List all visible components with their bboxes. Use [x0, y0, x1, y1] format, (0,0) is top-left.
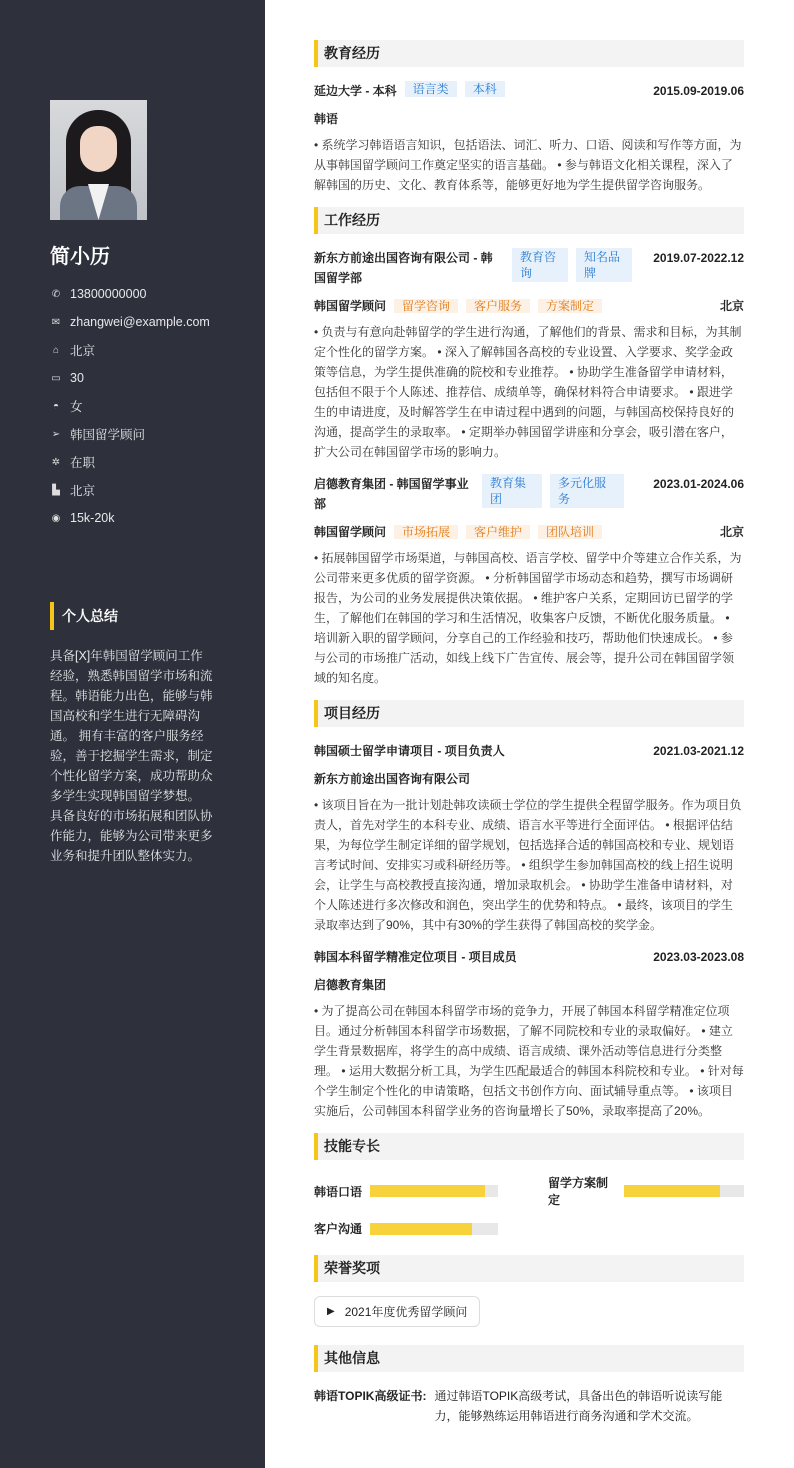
education-header [314, 81, 744, 101]
summary-text: 具备[X]年韩国留学顾问工作经验，熟悉韩国留学市场和流程。韩语能力出色，能够与韩国高校和学生进行无障碍沟通。 拥有丰富的客户服务经验，善于挖掘学生需求，制定个性化留学方案，成功帮助众多学生实现韩国留学梦想。 具备良好的市场拓展和团队协作能力，能够为公司带来更多业务和提升团队整体实力。 [50, 649, 213, 863]
info-text: 北京 [70, 344, 96, 358]
salary-icon: ◉ [51, 512, 61, 524]
award-item[interactable] [314, 1296, 480, 1327]
info-text: 15k-20k [70, 511, 115, 525]
project-item [314, 741, 744, 935]
education-heading: 教育经历 [314, 40, 744, 67]
avatar [50, 100, 147, 220]
skill-tag: 团队培训 [538, 525, 602, 539]
info-email [50, 308, 210, 336]
major: 韩语 [314, 112, 339, 126]
age-icon: ▭ [51, 372, 61, 384]
skill-name: 韩语口语 [314, 1184, 363, 1199]
skills-list [314, 1174, 744, 1237]
status-icon: ✲ [51, 456, 61, 468]
info-phone [50, 280, 210, 308]
tag: 教育集团 [482, 474, 542, 508]
triangle-icon: ▶ [327, 1306, 335, 1317]
city: 北京 [719, 525, 744, 539]
role: 韩国留学顾问 [314, 525, 387, 539]
info-text: 女 [70, 400, 83, 414]
mail-icon: ✉ [51, 316, 61, 328]
info-text: zhangwei@example.com [70, 315, 210, 329]
tag: 多元化服务 [550, 474, 624, 508]
projects-heading: 项目经历 [314, 700, 744, 727]
other-heading: 其他信息 [314, 1345, 744, 1372]
position-icon: ➢ [51, 428, 61, 440]
date: 2019.07-2022.12 [653, 251, 744, 265]
school: 延边大学 - 本科 [314, 84, 397, 98]
main-content [314, 40, 744, 1426]
company: 启德教育集团 - 韩国留学事业部 [314, 477, 469, 511]
work-heading: 工作经历 [314, 207, 744, 234]
contact-info [50, 280, 210, 532]
info-home [50, 336, 210, 364]
info-text: 在职 [70, 456, 96, 470]
date: 2023.03-2023.08 [653, 950, 744, 964]
tag: 语言类 [405, 81, 457, 97]
skill-tag: 客户服务 [466, 299, 530, 313]
project-org: 启德教育集团 [314, 978, 387, 992]
date: 2015.09-2019.06 [653, 84, 744, 98]
award-text: 2021年度优秀留学顾问 [344, 1305, 468, 1319]
project-desc: • 该项目旨在为一批计划赴韩攻读硕士学位的学生提供全程留学服务。作为项目负责人，首先对学生的本科专业、成绩、语言水平等进行全面评估。 • 根据评估结果，为每位学生制定详细的留学规划，包括选择合适的韩国高校和专业、规划语言考试时间、安排实习或科研经历等。 • 组织学生参加韩国高校的线上招生说明会，让学生与高校教授直接沟通，增加录取机会。 • 协助学生准备申请材料，对个人陈述进行多次修改和润色，突出学生的优势和特点。 • 最终，该项目的学生录取率达到了90%，其中有30%的学生获得了韩国高校的奖学金。 [314, 798, 742, 932]
building-icon: ▙ [52, 484, 60, 496]
date: 2021.03-2021.12 [653, 744, 744, 758]
tag: 本科 [465, 81, 505, 97]
city: 北京 [719, 299, 744, 313]
work-desc: • 负责与有意向赴韩留学的学生进行沟通，了解他们的背景、需求和目标，为其制定个性化的留学方案。 • 深入了解韩国各高校的专业设置、入学要求、奖学金政策等信息，为学生提供准确的院校和专业推荐。 • 协助学生准备留学申请材料，包括但不限于个人陈述、推荐信、成绩单等，确保材料符合申请要求。 • 跟进学生的申请进度，及时解答学生在申请过程中遇到的问题，与韩国高校保持良好的沟通，提高学生的录取率。 • 定期举办韩国留学讲座和分享会，吸引潜在客户，扩大公司在韩国留学市场的影响力。 [314, 325, 742, 459]
role: 韩国留学顾问 [314, 299, 387, 313]
project-name: 韩国硕士留学申请项目 - 项目负责人 [314, 744, 505, 758]
skills-heading: 技能专长 [314, 1133, 744, 1160]
info-text: 30 [70, 371, 84, 385]
skill-bar [370, 1185, 498, 1197]
skill-fill [370, 1223, 472, 1235]
info-position [50, 420, 210, 448]
project-desc: • 为了提高公司在韩国本科留学市场的竞争力，开展了韩国本科留学精准定位项目。通过分析韩国本科留学市场数据，了解不同院校和专业的录取偏好。 • 建立学生背景数据库，将学生的高中成绩、语言成绩、课外活动等信息进行分类整理。 • 运用大数据分析工具，为学生匹配最适合的韩国本科院校和专业。 • 针对每个学生制定个性化的申请策略，包括文书创作方向、面试辅导重点等。 • 该项目实施后，公司韩国本科留学业务的咨询量增长了50%，录取率提高了20%。 [314, 1004, 744, 1118]
tag: 教育咨询 [512, 248, 568, 282]
info-text: 13800000000 [70, 287, 147, 301]
tag: 知名品牌 [576, 248, 632, 282]
project-name: 韩国本科留学精准定位项目 - 项目成员 [314, 950, 517, 964]
skill-bar [624, 1185, 744, 1197]
info-salary [50, 504, 210, 532]
project-item [314, 947, 744, 1121]
education-desc: • 系统学习韩语语言知识，包括语法、词汇、听力、口语、阅读和写作等方面，为从事韩国留学顾问工作奠定坚实的语言基础。 • 参与韩语文化相关课程，深入了解韩国的历史、文化、教育体系等，能够更好地为学生提供留学咨询服务。 [314, 138, 742, 192]
work-desc: • 拓展韩国留学市场渠道，与韩国高校、语言学校、留学中介等建立合作关系，为公司带来更多优质的留学资源。 • 分析韩国留学市场动态和趋势，撰写市场调研报告，为公司的业务发展提供决策依据。 • 维护客户关系，定期回访已留学的学生，了解他们在韩国的学习和生活情况，收集客户反馈，不断优化服务质量。 • 培训新入职的留学顾问，分享自己的工作经验和技巧，帮助他们快速成长。 • 参与公司的市场推广活动，如线上线下广告宣传、展会等，提升公司在韩国留学领域的知名度。 [314, 551, 742, 685]
info-age [50, 364, 210, 392]
phone-icon: ✆ [51, 288, 61, 300]
info-text: 韩国留学顾问 [70, 428, 146, 442]
sidebar [0, 0, 265, 1468]
skill-tag: 方案制定 [538, 299, 602, 313]
info-city [50, 476, 210, 504]
company: 新东方前途出国咨询有限公司 - 韩国留学部 [314, 251, 493, 285]
skill-tag: 留学咨询 [394, 299, 458, 313]
work-item [314, 474, 744, 688]
skill-name: 留学方案制定 [548, 1176, 609, 1207]
skill-name: 客户沟通 [314, 1222, 363, 1236]
skill-tag: 客户维护 [466, 525, 530, 539]
info-text: 北京 [70, 484, 96, 498]
skill-bar [370, 1223, 498, 1235]
info-gender [50, 392, 210, 420]
gender-icon: ◓ [52, 400, 60, 412]
summary-heading: 个人总结 [50, 602, 118, 630]
candidate-name: 简小历 [50, 246, 110, 268]
skill-item [314, 1220, 510, 1237]
skill-fill [370, 1185, 485, 1197]
skill-item [548, 1174, 744, 1208]
skill-fill [624, 1185, 720, 1197]
other-text: 通过韩语TOPIK高级考试，具备出色的韩语听说读写能力，能够熟练运用韩语进行商务沟通和学术交流。 [434, 1389, 723, 1423]
project-org: 新东方前途出国咨询有限公司 [314, 772, 471, 786]
date: 2023.01-2024.06 [653, 477, 744, 491]
other-item [314, 1386, 744, 1426]
work-item [314, 248, 744, 462]
home-icon: ⌂ [52, 344, 60, 356]
awards-heading: 荣誉奖项 [314, 1255, 744, 1282]
skill-tag: 市场拓展 [394, 525, 458, 539]
skill-item [314, 1174, 510, 1208]
info-status [50, 448, 210, 476]
other-label: 韩语TOPIK高级证书: [314, 1389, 427, 1403]
